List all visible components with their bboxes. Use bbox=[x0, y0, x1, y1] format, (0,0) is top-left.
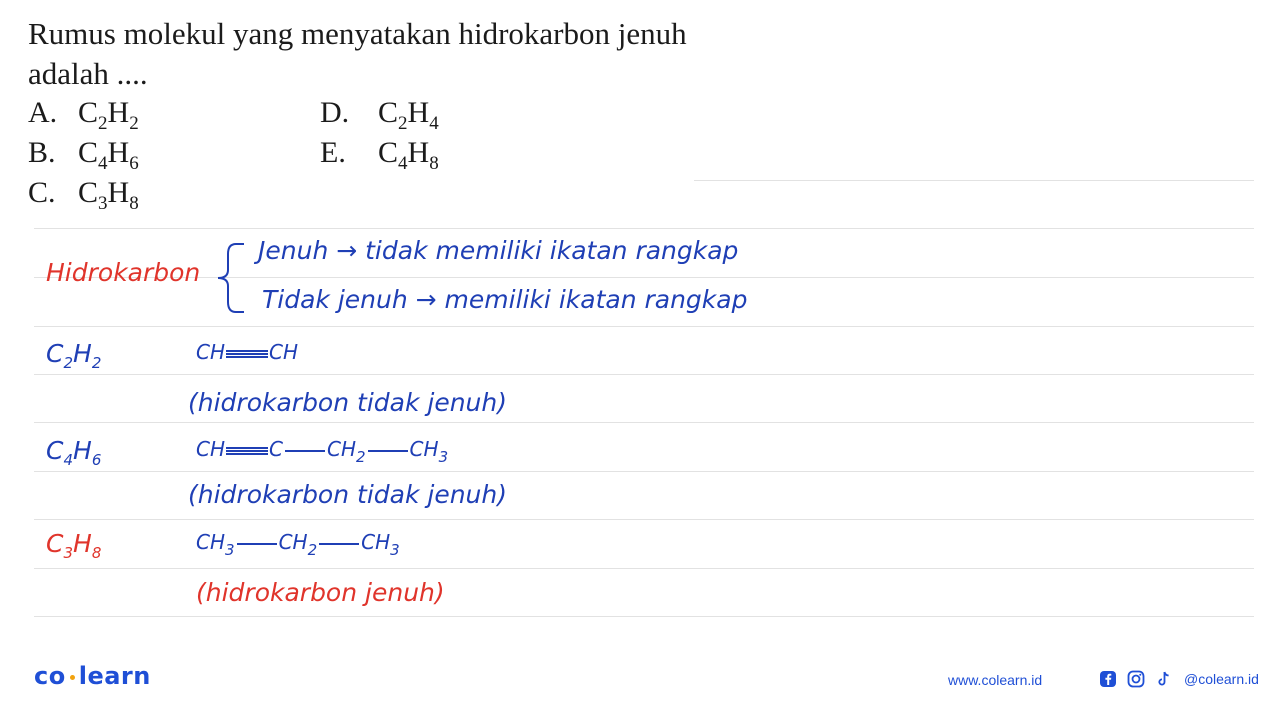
formula-subscript: 6 bbox=[129, 153, 139, 174]
ruled-line bbox=[34, 616, 1254, 617]
structure-group: CH bbox=[409, 437, 439, 461]
structure-group: CH bbox=[269, 340, 299, 364]
ruled-line bbox=[34, 326, 1254, 327]
single-bond bbox=[319, 543, 359, 545]
item-formula bbox=[46, 436, 102, 469]
option-letter: A. bbox=[28, 96, 58, 129]
ruled-line bbox=[34, 228, 1254, 229]
curly-brace-icon bbox=[210, 238, 260, 318]
formula-symbol: H bbox=[73, 529, 92, 558]
logo-dot bbox=[70, 675, 75, 680]
formula-symbol: H bbox=[73, 339, 92, 368]
ruled-line bbox=[34, 422, 1254, 423]
formula-subscript: 4 bbox=[429, 113, 439, 134]
ruled-line bbox=[694, 180, 1254, 181]
item-classification: (hidrokarbon tidak jenuh) bbox=[188, 480, 507, 509]
option-a bbox=[28, 96, 139, 134]
logo-text-left: co bbox=[34, 662, 66, 690]
structural-formula bbox=[196, 530, 400, 559]
structure-subscript: 3 bbox=[390, 541, 400, 559]
formula-symbol: C bbox=[378, 136, 399, 169]
tiktok-icon[interactable] bbox=[1154, 669, 1174, 689]
formula-symbol: C bbox=[78, 176, 99, 209]
structure-subscript: 2 bbox=[356, 448, 366, 466]
formula-symbol: C bbox=[378, 96, 399, 129]
formula-symbol: C bbox=[78, 96, 99, 129]
single-bond bbox=[368, 450, 408, 452]
formula-symbol: C bbox=[46, 436, 64, 465]
item-classification: (hidrokarbon jenuh) bbox=[196, 578, 445, 607]
formula-subscript: 4 bbox=[98, 153, 108, 174]
structure-subscript: 3 bbox=[438, 448, 449, 466]
tidak-jenuh-definition: Tidak jenuh → memiliki ikatan rangkap bbox=[262, 285, 748, 314]
formula-subscript: 2 bbox=[129, 113, 139, 134]
formula-subscript: 4 bbox=[63, 451, 74, 469]
formula-symbol: H bbox=[107, 136, 130, 169]
formula-symbol: H bbox=[407, 96, 430, 129]
triple-bond bbox=[226, 348, 268, 360]
option-formula bbox=[378, 136, 439, 174]
option-b bbox=[28, 136, 139, 174]
logo-text-right: learn bbox=[78, 662, 151, 690]
social-handle[interactable]: @colearn.id bbox=[1184, 671, 1259, 687]
ruled-line bbox=[34, 568, 1254, 569]
option-c bbox=[28, 176, 139, 214]
ruled-line bbox=[34, 374, 1254, 375]
triple-bond bbox=[226, 445, 268, 457]
formula-subscript: 6 bbox=[91, 451, 102, 469]
formula-subscript: 2 bbox=[98, 113, 108, 134]
colearn-logo bbox=[34, 662, 151, 690]
structural-formula bbox=[196, 340, 298, 364]
formula-symbol: C bbox=[46, 529, 64, 558]
option-formula bbox=[78, 176, 139, 214]
structure-group: CH bbox=[326, 437, 356, 461]
website-link[interactable]: www.colearn.id bbox=[948, 672, 1043, 688]
structure-group: C bbox=[269, 437, 283, 461]
option-letter: B. bbox=[28, 136, 56, 169]
structure-group: CH bbox=[278, 530, 308, 554]
option-letter: C. bbox=[28, 176, 56, 209]
structural-formula bbox=[196, 437, 449, 466]
formula-symbol: H bbox=[107, 96, 130, 129]
option-letter: D. bbox=[320, 96, 350, 129]
structure-group: CH bbox=[196, 437, 226, 461]
formula-subscript: 8 bbox=[129, 193, 139, 214]
single-bond bbox=[237, 543, 277, 545]
structure-subscript: 2 bbox=[307, 541, 318, 559]
formula-subscript: 2 bbox=[63, 354, 74, 372]
option-letter: E. bbox=[320, 136, 346, 169]
formula-subscript: 2 bbox=[398, 113, 408, 134]
formula-subscript: 2 bbox=[91, 354, 102, 372]
formula-symbol: H bbox=[73, 436, 92, 465]
structure-group: CH bbox=[196, 530, 226, 554]
formula-subscript: 4 bbox=[398, 153, 408, 174]
formula-subscript: 8 bbox=[429, 153, 439, 174]
item-classification: (hidrokarbon tidak jenuh) bbox=[188, 388, 507, 417]
option-formula bbox=[378, 96, 439, 134]
structure-subscript: 3 bbox=[225, 541, 235, 559]
single-bond bbox=[285, 450, 325, 452]
option-formula bbox=[78, 136, 139, 174]
instagram-icon[interactable] bbox=[1126, 669, 1146, 689]
notes-heading: Hidrokarbon bbox=[46, 258, 201, 287]
formula-subscript: 8 bbox=[91, 544, 102, 562]
option-e bbox=[320, 136, 439, 174]
ruled-line bbox=[34, 471, 1254, 472]
facebook-icon[interactable] bbox=[1098, 669, 1118, 689]
structure-group: CH bbox=[196, 340, 226, 364]
formula-subscript: 3 bbox=[63, 544, 74, 562]
formula-symbol: H bbox=[107, 176, 130, 209]
jenuh-definition: Jenuh → tidak memiliki ikatan rangkap bbox=[258, 236, 739, 265]
formula-symbol: C bbox=[78, 136, 99, 169]
option-formula bbox=[78, 96, 139, 134]
question-text: Rumus molekul yang menyatakan hidrokarbon jenuh adalah .... bbox=[28, 16, 687, 91]
formula-symbol: H bbox=[407, 136, 430, 169]
social-links bbox=[1098, 669, 1259, 689]
structure-group: CH bbox=[361, 530, 391, 554]
formula-symbol: C bbox=[46, 339, 64, 368]
option-d bbox=[320, 96, 439, 134]
item-formula bbox=[46, 529, 102, 562]
item-formula bbox=[46, 339, 102, 372]
formula-subscript: 3 bbox=[98, 193, 108, 214]
ruled-line bbox=[34, 519, 1254, 520]
